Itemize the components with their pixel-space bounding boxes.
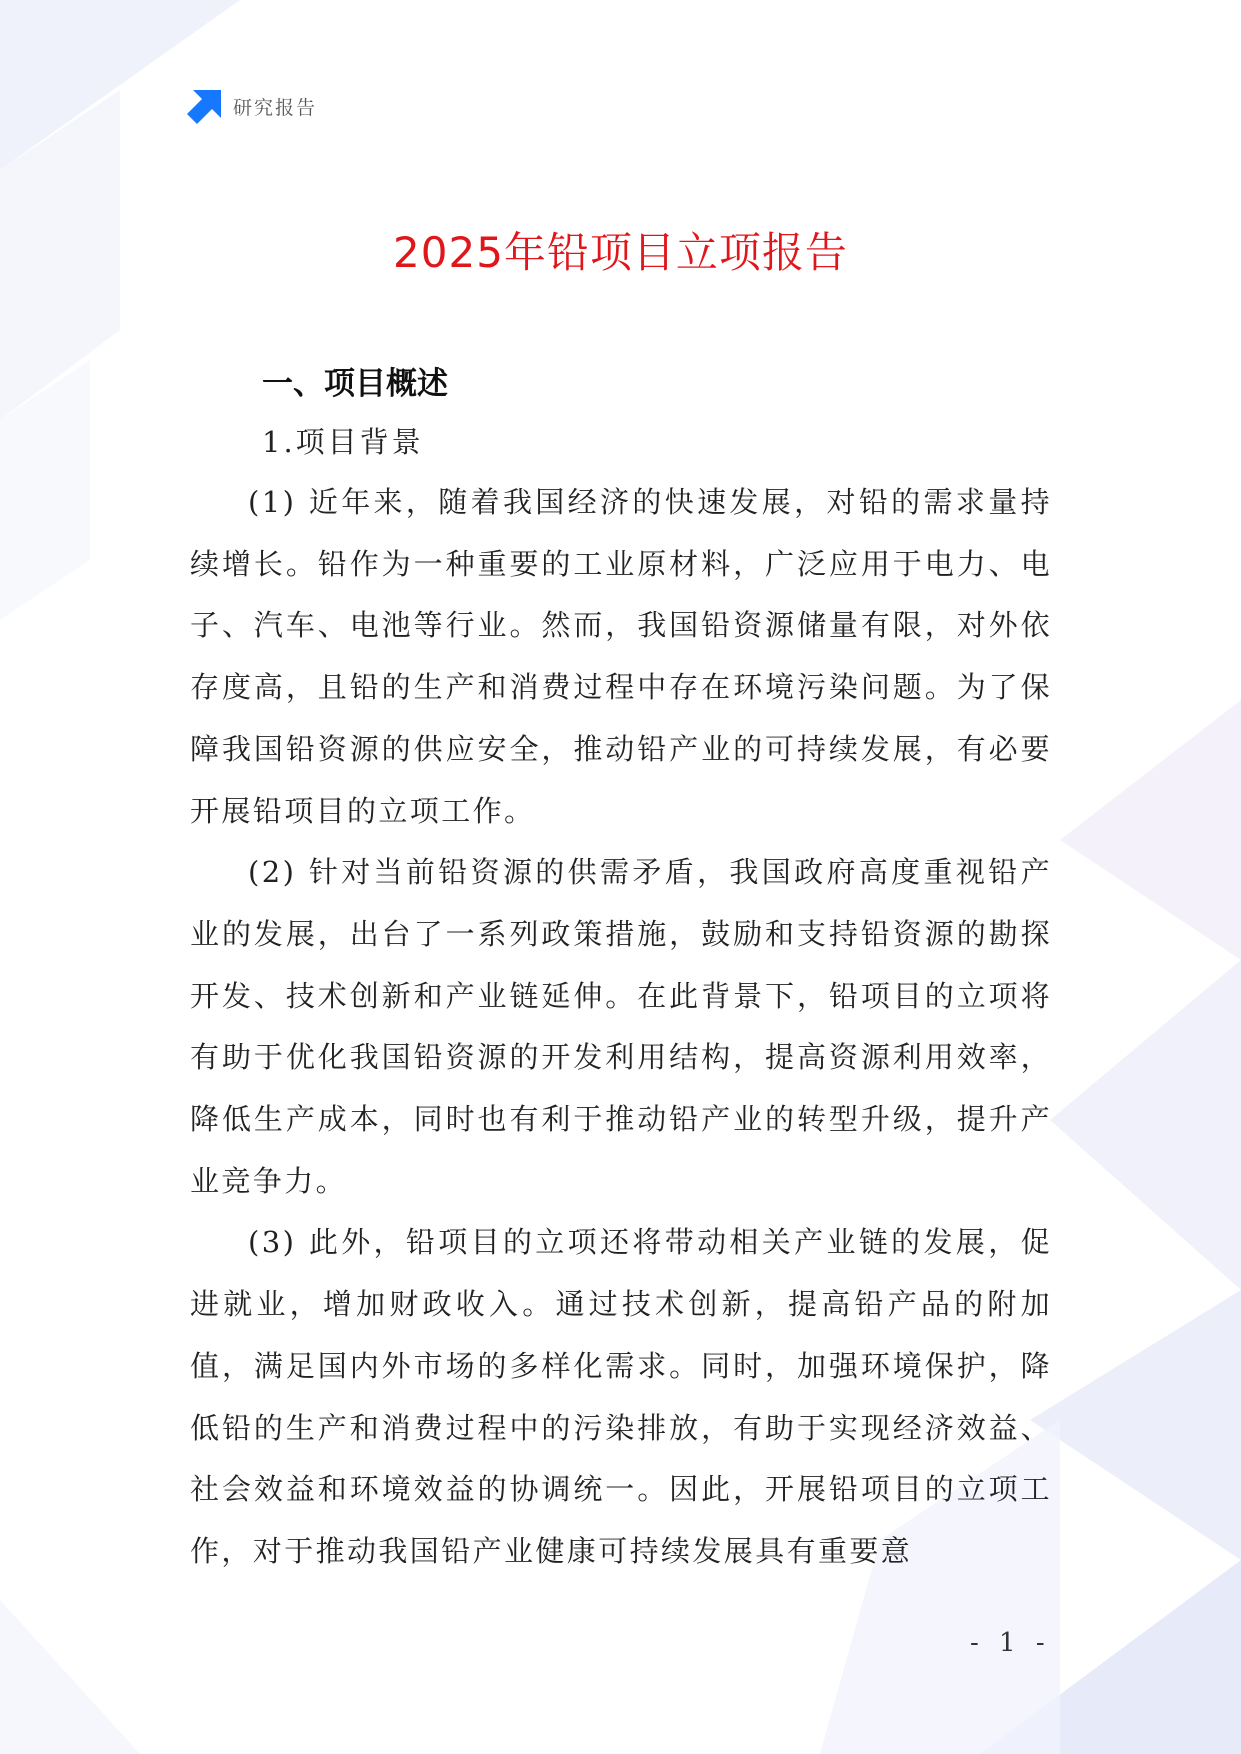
- paragraph-2: (2) 针对当前铅资源的供需矛盾，我国政府高度重视铅产业的发展，出台了一系列政策措施，鼓励和支持铅资源的勘探开发、技术创新和产业链延伸。在此背景下，铅项目的立项将有助于优化我国铅资源的开发利用结构，提高资源利用效率，降低生产成本，同时也有利于推动铅产业的转型升级，提升产业竞争力。: [190, 855, 1052, 1198]
- header-label: 研究报告: [233, 96, 318, 119]
- section-heading: 一、项目概述: [262, 366, 448, 402]
- paragraph-1: (1) 近年来，随着我国经济的快速发展，对铅的需求量持续增长。铅作为一种重要的工业原材料，广泛应用于电力、电子、汽车、电池等行业。然而，我国铅资源储量有限，对外依存度高，且铅的生产和消费过程中存在环境污染问题。为了保障我国铅资源的供应安全，推动铅产业的可持续发展，有必要开展铅项目的立项工作。: [190, 485, 1052, 828]
- page-number: - 1 -: [970, 1628, 1051, 1658]
- arrow-up-right-icon: [187, 88, 223, 124]
- body-text: [190, 472, 1052, 1583]
- report-header: [187, 88, 317, 124]
- document-title: 2025年铅项目立项报告: [393, 228, 848, 277]
- subsection-heading: 1.项目背景: [262, 425, 424, 459]
- paragraph-3: (3) 此外，铅项目的立项还将带动相关产业链的发展，促进就业，增加财政收入。通过技术创新，提高铅产品的附加值，满足国内外市场的多样化需求。同时，加强环境保护，降低铅的生产和消费过程中的污染排放，有助于实现经济效益、社会效益和环境效益的协调统一。因此，开展铅项目的立项工作，对于推动我国铅产业健康可持续发展具有重要意: [190, 1225, 1052, 1568]
